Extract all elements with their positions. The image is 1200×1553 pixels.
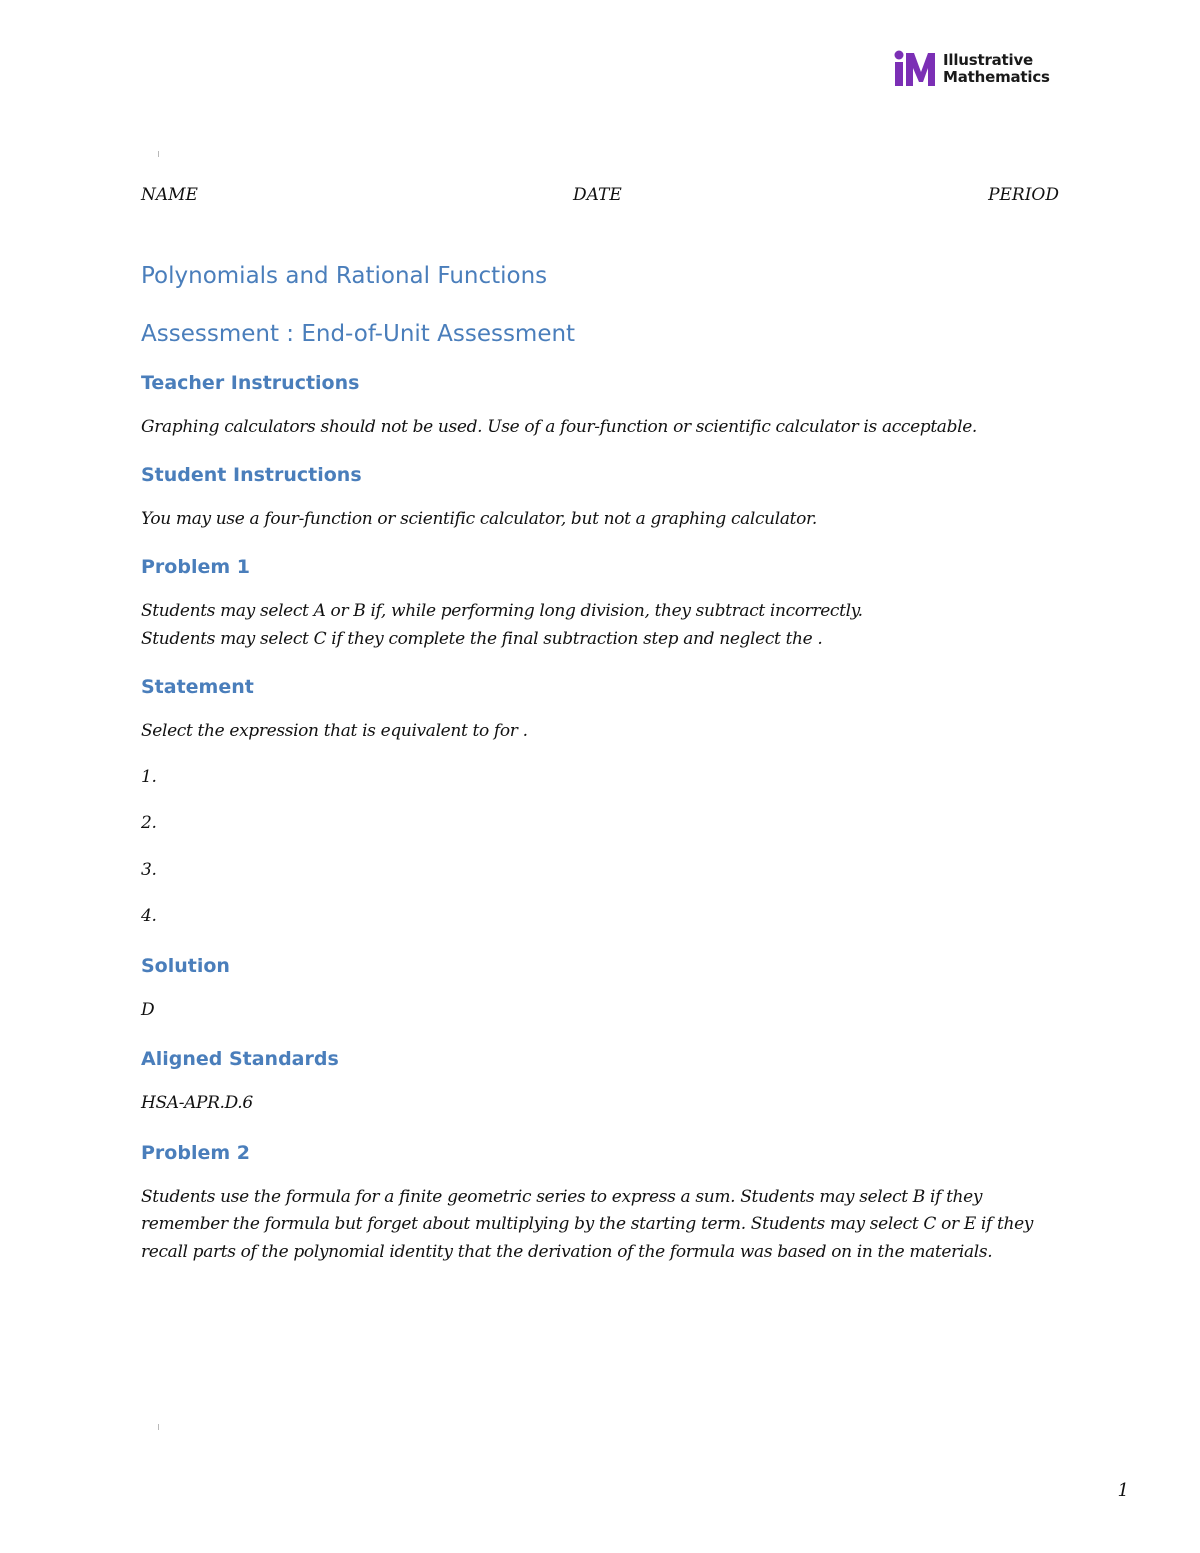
im-logo-icon	[892, 50, 936, 88]
statement-text: Select the expression that is equivalent to for .	[141, 721, 528, 741]
student-info-header	[141, 185, 1059, 209]
problem-2-heading: Problem 2	[141, 1141, 250, 1164]
option-3: 3.	[141, 859, 157, 880]
assessment-title: Assessment : End-of-Unit Assessment	[141, 321, 576, 347]
name-label: NAME	[141, 185, 198, 205]
logo-line2: Mathematics	[943, 68, 1050, 86]
option-1: 1.	[141, 766, 157, 787]
solution-text: D	[141, 999, 155, 1020]
unit-title: Polynomials and Rational Functions	[141, 263, 548, 289]
option-2: 2.	[141, 813, 157, 833]
problem-1-heading: Problem 1	[141, 556, 250, 578]
aligned-standards-heading: Aligned Standards	[141, 1048, 339, 1070]
page-number: 1	[1117, 1480, 1129, 1501]
student-instructions-text: You may use a four-function or scientific calculator, but not a graphing calculator.	[141, 508, 817, 529]
aligned-standards-text: HSA-APR.D.6	[141, 1093, 253, 1113]
statement-heading: Statement	[141, 676, 254, 698]
logo-line1: Illustrative	[943, 51, 1034, 69]
period-label: PERIOD	[988, 185, 1059, 205]
margin-mark-bottom	[158, 1424, 159, 1430]
date-label: DATE	[573, 185, 622, 205]
solution-heading: Solution	[141, 954, 230, 977]
teacher-instructions-heading: Teacher Instructions	[141, 372, 360, 394]
teacher-instructions-text: Graphing calculators should not be used. Use of a four-function or scientific calculator is acceptable.	[141, 417, 977, 437]
problem-2-text: Students use the formula for a finite geometric series to express a sum. Students may select B if they remember the formula but forget about multiplying by the starting term. Students may select C or E if they recall parts of the polynomial identity that the derivation of the formula was based on in the materials.	[141, 1186, 1034, 1262]
problem-1-line-2: Students may select C if they complete the final subtraction step and neglect the .	[141, 628, 823, 649]
problem-1-line-1: Students may select A or B if, while performing long division, they subtract incorrectly.	[141, 601, 863, 621]
student-instructions-heading: Student Instructions	[141, 463, 362, 486]
document-body	[141, 258, 1061, 1266]
option-4: 4.	[141, 906, 157, 926]
logo-wordmark	[943, 52, 1050, 86]
illustrative-mathematics-logo	[892, 50, 1050, 88]
margin-mark-top	[158, 151, 159, 157]
